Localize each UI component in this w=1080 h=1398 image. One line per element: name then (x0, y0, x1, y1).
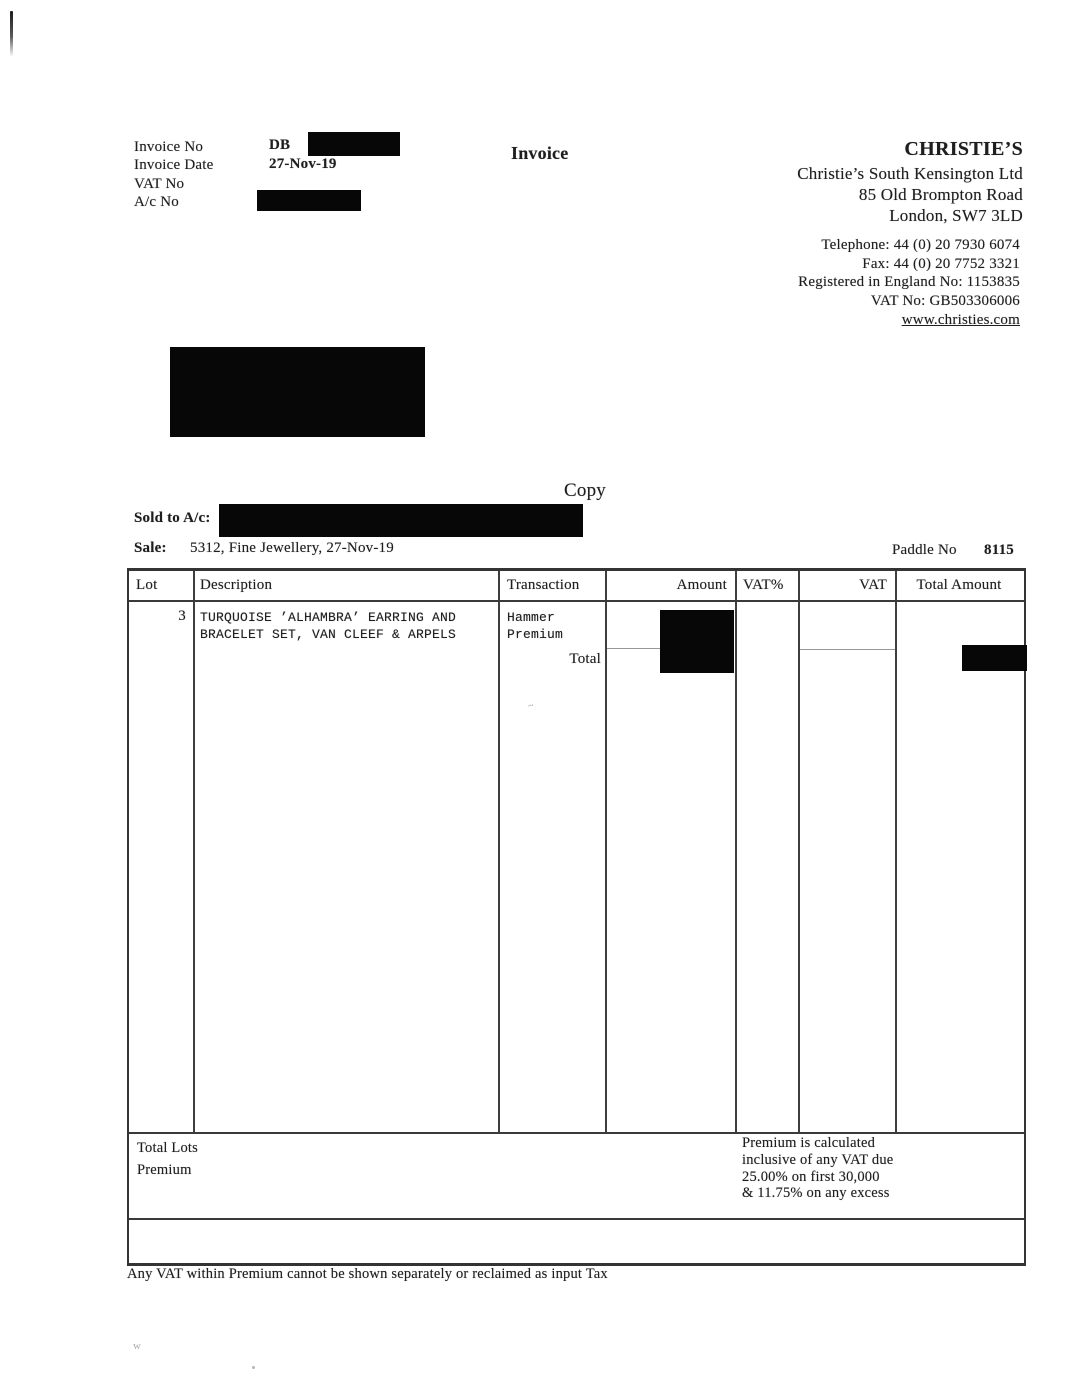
premium-note-line: 25.00% on first 30,000 (742, 1168, 880, 1185)
company-address (797, 163, 1023, 226)
row-total-label: Total (569, 651, 601, 667)
header-total-amount: Total Amount (916, 577, 1002, 593)
invoice-date-label: Invoice Date (134, 157, 214, 174)
company-vat-no: VAT No: GB503306006 (870, 293, 1020, 310)
invoice-table (127, 568, 1026, 1266)
scan-artifact-edge-stroke (10, 11, 13, 57)
sale-label: Sale: (134, 540, 167, 556)
row-transaction-line1: Hammer (507, 610, 556, 625)
header-description: Description (200, 577, 273, 593)
column-divider (498, 571, 500, 1132)
amount-subtotal-rule (607, 648, 662, 649)
row-transaction (507, 610, 563, 643)
company-telephone: Telephone: 44 (0) 20 7930 6074 (821, 237, 1020, 253)
total-lots-label: Total Lots (137, 1140, 198, 1156)
header-transaction: Transaction (507, 577, 580, 593)
invoice-no-label: Invoice No (134, 139, 204, 155)
sale-value: 5312, Fine Jewellery, 27-Nov-19 (190, 540, 394, 556)
company-address-line: London, SW7 3LD (889, 206, 1023, 225)
redaction-ac-no (257, 190, 361, 211)
premium-note-line: & 11.75% on any excess (742, 1185, 890, 1202)
premium-label: Premium (137, 1162, 192, 1178)
column-divider (605, 571, 607, 1132)
company-contact (798, 236, 1020, 330)
vat-footnote: Any VAT within Premium cannot be shown separately or reclaimed as input Tax (127, 1266, 608, 1282)
scan-artifact-speck (252, 1366, 255, 1369)
invoice-no-prefix: DB (269, 137, 291, 153)
page-title: Invoice (511, 143, 569, 163)
ac-no-label: A/c No (134, 193, 179, 210)
company-fax: Fax: 44 (0) 20 7752 3321 (862, 255, 1020, 272)
company-address-line: 85 Old Brompton Road (858, 185, 1023, 204)
redaction-amount (660, 610, 734, 673)
column-divider (798, 571, 800, 1132)
vat-subtotal-rule (800, 649, 895, 650)
summary-separator (129, 1218, 1024, 1220)
company-address-line: Christie’s South Kensington Ltd (797, 164, 1023, 183)
premium-note-line: Premium is calculated (742, 1135, 876, 1151)
invoice-meta-labels (134, 138, 213, 211)
header-lot: Lot (136, 577, 158, 593)
header-separator (129, 600, 1024, 602)
company-name: CHRISTIE’S (904, 138, 1023, 160)
company-registration: Registered in England No: 1153835 (798, 274, 1020, 291)
company-website-link[interactable]: www.christies.com (901, 311, 1020, 328)
header-vat-pct: VAT% (743, 577, 784, 593)
invoice-date-value: 27-Nov-19 (269, 155, 337, 172)
paddle-no-label: Paddle No (892, 542, 957, 558)
redaction-total-amount (962, 645, 1027, 671)
row-lot-number: 3 (178, 608, 186, 624)
header-vat: VAT (859, 577, 887, 593)
row-description (200, 610, 456, 643)
paddle-no-value: 8115 (984, 542, 1014, 558)
scan-artifact-smudge: ~ (527, 700, 535, 713)
copy-label: Copy (564, 480, 606, 501)
column-divider (193, 571, 195, 1132)
sold-to-label: Sold to A/c: (134, 510, 211, 526)
row-description-line1: TURQUOISE ’ALHAMBRA’ EARRING AND (200, 610, 457, 625)
redaction-sold-to-account (219, 504, 583, 537)
body-bottom-line (129, 1132, 1024, 1134)
row-transaction-line2: Premium (507, 626, 564, 642)
column-divider (735, 571, 737, 1132)
premium-note (742, 1135, 893, 1202)
redaction-invoice-no (308, 132, 400, 156)
column-divider (895, 571, 897, 1132)
redaction-recipient-address (170, 347, 425, 437)
premium-note-line: inclusive of any VAT due (742, 1151, 894, 1168)
vat-no-label: VAT No (134, 175, 185, 192)
scan-artifact-smudge: w (133, 1340, 141, 1352)
header-amount: Amount (676, 577, 727, 593)
row-description-line2: BRACELET SET, VAN CLEEF & ARPELS (200, 626, 457, 642)
